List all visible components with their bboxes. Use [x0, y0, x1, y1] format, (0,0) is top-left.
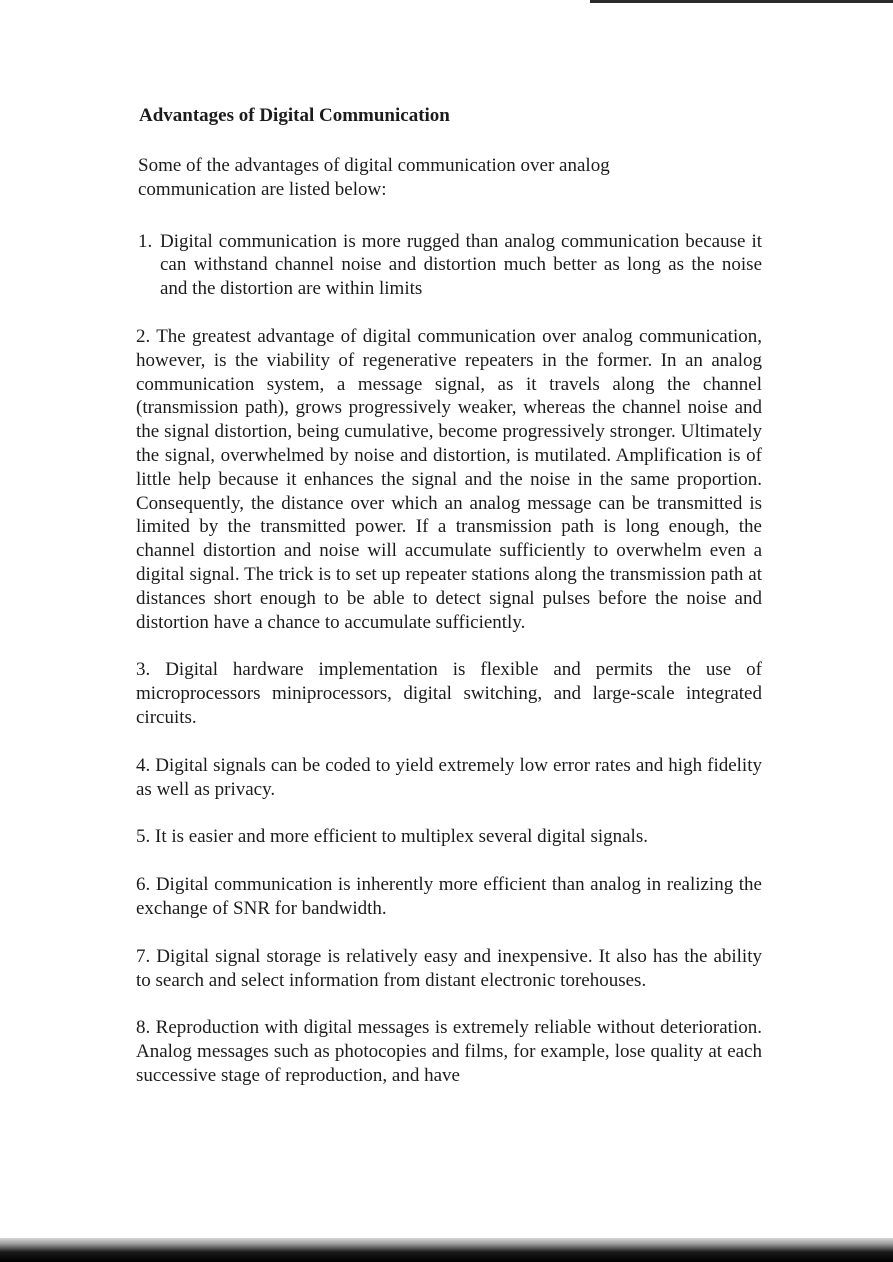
scan-top-edge — [590, 0, 893, 3]
page-title: Advantages of Digital Communication — [139, 105, 450, 126]
list-item-4: 4. Digital signals can be coded to yield extremely low error rates and high fidelity as well as privacy. — [136, 754, 762, 800]
intro-paragraph: Some of the advantages of digital communication over analog communication are listed below: — [138, 155, 610, 200]
list-item-5: 5. It is easier and more efficient to multiplex several digital signals. — [136, 826, 648, 848]
list-item-2: 2. The greatest advantage of digital communication over analog communication, however, is the viability of regenerative repeaters in the former. In an analog communication system, a message signal, as it travels along the channel (transmission path), grows progressively weaker, whereas the channel noise and the signal distortion, being cumulative, become progressively stronger. Ultimately the signal, overwhelmed by noise and distortion, is mutilated. Amplification is of little help because it enhances the signal and the noise in the same proportion. Consequently, the distance over which an analog message can be transmitted is limited by the transmitted power. If a transmission path is long enough, the channel distortion and noise will accumulate sufficiently to overwhelm even a digital signal. The trick is to set up repeater stations along the transmission path at distances short enough to be able to detect signal pulses before the noise and distortion have a chance to accumulate sufficiently. — [136, 325, 762, 633]
list-item-text: Digital communication is more rugged than analog communication because it can withstand channel noise and distortion much better as long as the noise and the distortion are within limits — [160, 230, 762, 300]
list-item-7: 7. Digital signal storage is relatively easy and inexpensive. It also has the ability to search and select information from distant electronic torehouses. — [136, 945, 762, 991]
list-item-3: 3. Digital hardware implementation is flexible and permits the use of microprocessors miniprocessors, digital switching, and large-scale integrated circuits. — [136, 659, 762, 728]
list-item-number: 1. — [138, 230, 153, 252]
list-item-6: 6. Digital communication is inherently more efficient than analog in realizing the exchange of SNR for bandwidth. — [136, 874, 762, 919]
list-item-1 — [138, 230, 762, 301]
scan-bottom-edge — [0, 1238, 893, 1262]
list-item-8: 8. Reproduction with digital messages is extremely reliable without deterioration. Analog messages such as photocopies and films, for example, lose quality at each successive stage of reproduction, and have — [136, 1017, 762, 1086]
document-page — [136, 104, 762, 1112]
